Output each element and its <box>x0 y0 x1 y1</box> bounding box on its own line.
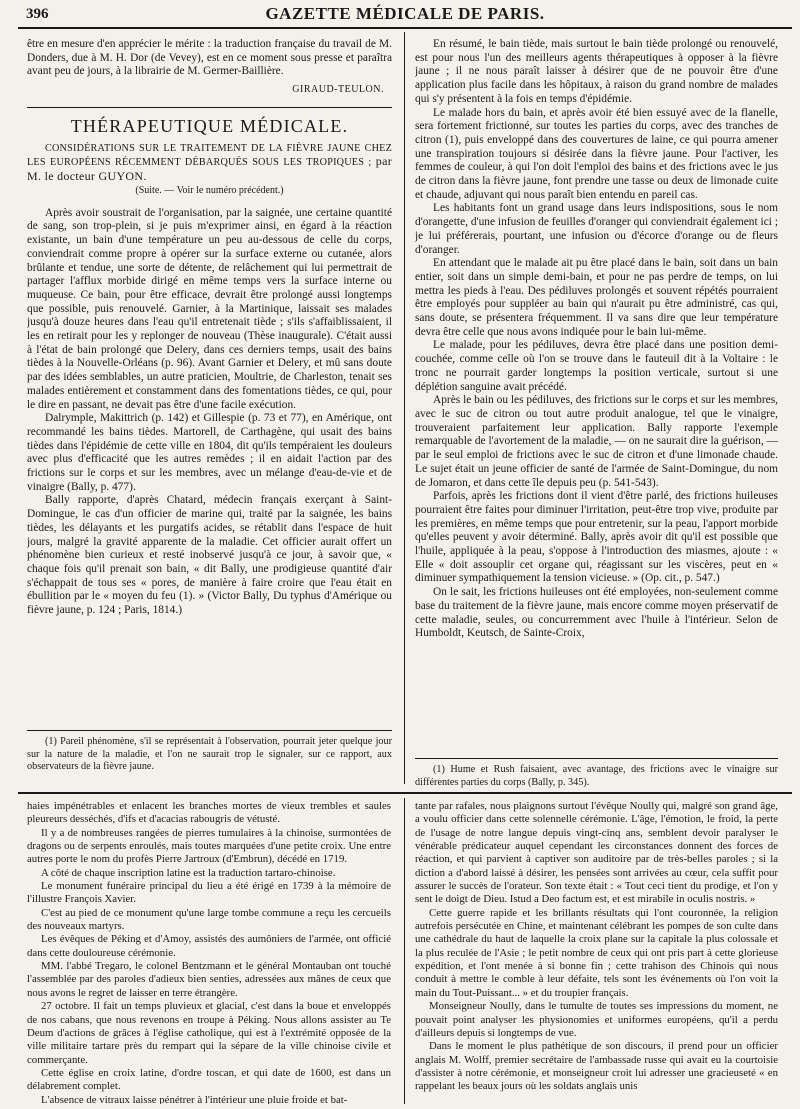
article-author: par M. le docteur GUYON. <box>27 154 392 183</box>
left-footnote <box>27 736 392 780</box>
lower-right-paragraph-1: tante par rafales, nous plaignons surtout l'évêque Noully qui, malgré son grand âge, a voulu officier dans cette solennelle cérémonie. L'âge, l'émotion, le froid, la perte de l'usage de notre langue depuis vingt-cinq ans, semblent devoir paralyser le vénérable prédicateur auquel cependant les circonstances donnent des forces de réaction, et qui parvient à captiver son auditoire par de très-belles paroles ; si la diction a d'abord laissé à désirer, les pensées sont arrivées au cœur, cela suffit pour assurer le succès de l'orateur. Son texte était : « Tout ceci tient du prodige, et l'on y sent le doigt de Dieu. Istud a Deo factum est, et est mirabile in oculis nostris. » <box>415 800 778 906</box>
lower-column-divider <box>404 798 405 1104</box>
right-paragraph-1: En résumé, le bain tiède, mais surtout le bain tiède prolongé ou renouvelé, est pour nous l'un des meilleurs agents thérapeutiques à opposer à la fièvre jaune ; il ne nous paraît laisser à désirer que de ne pouvoir être d'une application plus facile dans les hôpitaux, à raison du grand nombre de malades qui s'y présentent à la fois en temps d'épidémie. <box>415 38 778 105</box>
section-rule <box>27 107 392 108</box>
left-column <box>27 38 392 726</box>
header-rule <box>18 27 792 29</box>
page-number: 396 <box>26 6 49 22</box>
lower-left-paragraph-6: Les évêques de Péking et d'Amoy, assistés des aumôniers de l'armée, ont officié dans cette douloureuse cérémonie. <box>27 933 391 959</box>
lower-right-column <box>415 800 778 1104</box>
right-paragraph-4: En attendant que le malade ait pu être placé dans le bain, soit dans un bain entier, soit dans un simple demi-bain, et pour ne pas perdre de temps, on lui mettra les pieds à l'eau. Des pédiluves prolongés et souvent répétés pourraient être employés pour suppléer au bain qui n'aurait pu être administré, cas qui, sans doute, se présentera fréquemment. Il va sans dire que leur température devra être celle que nous avons indiquée pour le bain lui-même. <box>415 257 778 338</box>
section-separator <box>18 792 792 794</box>
right-paragraph-8: On le sait, les frictions huileuses ont été employées, non-seulement comme base du traitement de la fièvre jaune, mais encore comme moyen préservatif de cette maladie, seules, ou concurremment avec l'huile à l'intérieur. Selon de Humboldt, Keutsch, de Sainte-Croix, <box>415 586 778 640</box>
left-paragraph-2: Dalrymple, Makittrich (p. 142) et Gillespie (p. 73 et 77), en Amérique, ont recommandé les bains tièdes. Martorell, de Carthagène, qui usait des bains tièdes dans l'épidémie de cette ville en 1804, dit qu'ils tempéraient les douleurs avec plus d'efficacité que les autres remèdes ; il en aidait l'action par des frictions sur le corps et sur les membres, avec un mélange d'eau-de-vie et de vinaigre (Bally, p. 477). <box>27 412 392 493</box>
lower-left-paragraph-3: A côté de chaque inscription latine est la traduction tartaro-chinoise. <box>41 866 336 879</box>
lower-left-paragraph-10: L'absence de vitraux laisse pénétrer à l'intérieur une pluie froide et bat- <box>41 1093 348 1104</box>
right-footnote-text: (1) Hume et Rush faisaient, avec avantage, des frictions avec le vinaigre sur différentes parties du corps (Bally, p. 345). <box>415 764 778 788</box>
left-footnote-rule <box>27 730 392 731</box>
right-column <box>415 38 778 726</box>
lower-left-paragraph-1: haies impénétrables et enlacent les branches mortes de vieux trembles et saules pleureurs desséchés, d'ifs et d'acacias rabougris de vétusté. <box>27 800 391 826</box>
article-title <box>27 142 392 185</box>
journal-title: GAZETTE MÉDICALE DE PARIS. <box>265 4 545 23</box>
lower-left-paragraph-5: C'est au pied de ce monument qu'une large tombe commune a reçu les cercueils des nouveaux martyrs. <box>27 906 391 933</box>
signature: GIRAUD-TEULON. <box>292 84 384 96</box>
right-paragraph-7: Parfois, après les frictions dont il vient d'être parlé, des frictions huileuses pourraient être faites pour diminuer l'irritation, peut-être trop vive, produite par les premières, en même temps que pour entretenir, sur la peau, l'apport morbide qu'elles peuvent y avoir déterminé. Bally, après avoir dit qu'il est possible que l'huile, appliquée à la peau, s'oppose à l'introduction des miasmes, ajoute : « Elle « doit assouplir cet organe qui, réagissant sur les viscères, peut en « diminuer sympathiquement la tension vicieuse. » (Op. cit., p. 547.) <box>415 490 778 585</box>
lower-left-paragraph-9: Cette église en croix latine, d'ordre toscan, et qui date de 1600, est dans un délabrement complet. <box>27 1066 391 1093</box>
right-paragraph-6: Après le bain ou les pédiluves, des frictions sur le corps et sur les membres, avec le suc de citron ou tout autre produit analogue, tel que le vinaigre, trouveraient parfaitement leur application. Bally rapporte l'exemple remarquable de l'avortement de la maladie, — on ne saurait dire la guérison, — par le seul emploi de frictions avec le suc de citron et d'une limonade chaude. Le sujet était un jeune officier de santé de l'armée de Saint-Domingue, du nom de Jomaron, et dans cette île depuis peu (p. 541-543). <box>415 394 778 489</box>
left-intro: être en mesure d'en apprécier le mérite : la traduction française du travail de M. Donders, due à M. H. Dor (de Vevey), est en ce moment sous presse et paraîtra avant peu de jours, à la librairie de M. Germer-Baillière. <box>27 38 392 78</box>
left-footnote-text: (1) Pareil phénomène, s'il se représentait à l'observation, pourrait jeter quelque jour sur la nature de la maladie, et l'on ne saurait trop le signaler, sur ce rapport, aux observateurs de la fièvre jaune. <box>27 736 392 773</box>
lower-left-paragraph-8: 27 octobre. Il fait un temps pluvieux et glacial, c'est dans la boue et enveloppés de nos cabans, que nous revenons en troupe à Péking. Nous allons assister au Te Deum d'actions de grâces à l'église catholique, qui est à l'extrémité opposée de la ville militaire tartare près du rempart qui la sépare de la ville chinoise civile et commerçante. <box>27 1000 391 1066</box>
column-divider <box>404 32 405 784</box>
lower-right-paragraph-3: Monseigneur Noully, dans le tumulte de toutes ses impressions du moment, ne pouvait point analyser les physionomies et uniformes européens, qu'il a perdu d'ailleurs depuis si longtemps de vue. <box>415 1000 778 1039</box>
article-title-text: CONSIDÉRATIONS SUR LE TRAITEMENT DE LA FIÈVRE JAUNE CHEZ LES EUROPÉENS RÉCEMMENT DÉBARQUÉS SOUS LES TROPIQUES ; <box>27 142 392 169</box>
lower-left-paragraph-4: Le monument funéraire principal du lieu a été érigé en 1739 à la mémoire de l'illustre François Xavier. <box>27 880 391 906</box>
left-paragraph-1: Après avoir soustrait de l'organisation, par la saignée, une certaine quantité de sang, son trop-plein, si je puis m'exprimer ainsi, en égard à la réaction existante, un bain d'une température un peu au-dessous de celle du corps, conviendrait comme propre à opérer sur la surface externe ou cutanée, alors brûlante et tendue, une sorte de détente, de relâchement qui lui permettrait de partager l'afflux morbide dirigé en même temps vers la surface interne ou muqueuse. Ce bain, pour être efficace, devrait être prolongé aussi longtemps que possible, puis renouvelé. Garnier, à la Martinique, laissait ses malades jusqu'à douze heures dans l'eau qu'il entretenait tiède ; s'ils s'affaiblissaient, il les en retirait pour les y replonger de nouveau (Thèse inaugurale). C'était aussi à l'état de bain prolongé que Delery, dans ces derniers temps, usait des bains tièdes à la Nouvelle-Orléans (p. 96). Avant Garnier et Delery, et mû sans doute par des idées semblables, un autre praticien, Moultrie, de Charleston, tenait ses malades entièrement et constamment dans des fomentations tièdes, ce qui, pour le dire en passant, ne devait pas être d'une facile exécution. <box>27 206 392 411</box>
right-footnote-rule <box>415 758 778 759</box>
right-footnote <box>415 764 778 790</box>
page-header <box>18 2 792 26</box>
right-paragraph-3: Les habitants font un grand usage dans leurs indispositions, sous le nom d'orangette, d'une infusion de feuilles d'oranger qui conviendrait également ici ; je lui préférerais, pourtant, une infusion ou d'écorce d'orange ou de fleurs d'oranger. <box>415 202 778 256</box>
left-paragraph-3: Bally rapporte, d'après Chatard, médecin français exerçant à Saint-Domingue, le cas d'un officier de marine qui, traité par la saignée, les bains tièdes, les délayants et les purgatifs acides, se rétablit dans l'espace de huit jours, malgré la gravité apparente de la maladie. Cet officier aurait offert un phénomène bien curieux et resté inobservé jusqu'à ce jour, à savoir que, « chaque fois qu'il prenait son bain, « dit Bally, une prodigieuse quantité d'air s'échappait de tous ses « pores, de manière à faire croire que l'eau était en ébullition par le « moyen du feu (1). » (Victor Bally, Du typhus d'Amérique ou fièvre jaune, p. 124 ; Paris, 1814.) <box>27 494 392 617</box>
lower-left-paragraph-2: Il y a de nombreuses rangées de pierres tumulaires à la chinoise, surmontées de dragons ou de serpents enroulés, mais toutes marquées d'une petite croix. Une entre autres porte le nom du profès Pierre Jartroux (d'Embrun), décédé en 1719. <box>27 826 391 866</box>
lower-left-paragraph-7: MM. l'abbé Tregaro, le colonel Bentzmann et le général Montauban ont touché l'assemblée par des paroles d'adieux bien senties, adressées aux mânes de ceux que nous avons le regret de laisser en terre étrangère. <box>27 960 391 999</box>
lower-right-paragraph-2: Cette guerre rapide et les brillants résultats qui l'ont couronnée, la religion autrefois persécutée en Chine, et maintenant célébrant les pompes de son culte dans une cathédrale du haut de laquelle la croix plane sur la capitale la plus colossale et la plus reculée de l'Asie ; le petit nombre de ceux qui ont pris part à cette glorieuse expédition, et l'ont menée à si bonne fin ; cette trahison des Chinois qui nous conduit à mettre le comble à leur défaite, tels sont les événements où l'on voit la main du Tout-Puissant... » et du troupier français. <box>415 906 778 999</box>
right-paragraph-2: Le malade hors du bain, et après avoir été bien essuyé avec de la flanelle, sera fortement frictionné, sur toutes les parties du corps, avec des tranches de citron (1), puis enveloppé dans des couvertures de laine, ce qui pourra amener une transpiration toujours si désirée dans la fièvre jaune. Pour l'activer, les femmes de couleur, à qui l'on doit l'emploi des bains et des frictions avec le jus de citron dans la fièvre jaune, font prendre une tasse ou deux de limonade cuite et chaude, adjuvant qui nous paraît bien entendu en pareil cas. <box>415 106 778 201</box>
lower-left-column <box>27 800 391 1104</box>
suite-note: (Suite. — Voir le numéro précédent.) <box>135 185 284 197</box>
section-title: THÉRAPEUTIQUE MÉDICALE. <box>70 115 349 136</box>
lower-right-paragraph-4: Dans le moment le plus pathétique de son discours, il prend pour un officier anglais M. Wolff, premier secrétaire de l'ambassade russe qui avait eu la courtoisie d'assister à notre cérémonie, et monseigneur croit lui adresser une gracieuseté « en rappelant les beaux jours où les soldats anglais unis <box>415 1040 778 1093</box>
right-paragraph-5: Le malade, pour les pédiluves, devra être placé dans une position demi-couchée, comme celle où l'on se trouve dans le fauteuil dit à la Voltaire : le tronc ne pourrait garder longtemps la position verticale, surtout si une déplétion sanguine avait précédé. <box>415 339 778 393</box>
